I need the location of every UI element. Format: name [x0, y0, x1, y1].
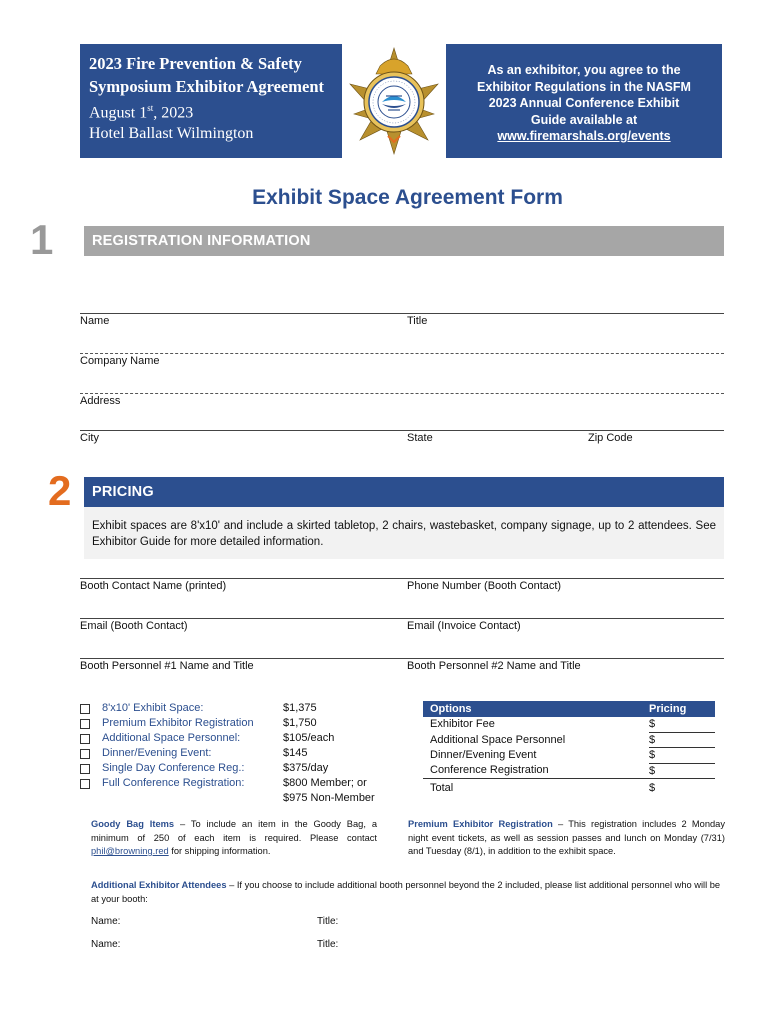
checkbox[interactable]	[80, 734, 90, 744]
goody-heading: Goody Bag Items	[91, 819, 175, 829]
notice-line3: 2023 Annual Conference Exhibit	[488, 96, 680, 110]
option-label: Premium Exhibitor Registration	[102, 717, 254, 729]
checklist-item[interactable]	[80, 761, 254, 776]
options-header: Options	[430, 702, 472, 715]
section-1-header	[84, 226, 724, 256]
date-sup: st	[147, 103, 154, 113]
premium-heading: Premium Exhibitor Registration	[408, 819, 553, 829]
premium-note	[408, 818, 725, 859]
option-label: Single Day Conference Reg.:	[102, 762, 245, 774]
option-price: $1,750	[283, 717, 317, 729]
title-label: Title	[407, 315, 428, 327]
address-line[interactable]	[80, 393, 724, 394]
checkbox[interactable]	[80, 704, 90, 714]
company-line[interactable]	[80, 353, 724, 354]
email-booth-label: Email (Booth Contact)	[80, 620, 188, 632]
table-row	[423, 717, 715, 732]
address-label: Address	[80, 395, 121, 407]
row-label: Exhibitor Fee	[430, 718, 495, 731]
table-row	[423, 748, 715, 764]
goody-text: – To include an item in the Goody Bag, a minimum of 250 of each item is required. Please contact	[91, 819, 377, 843]
attendee-title-label: Title:	[317, 916, 339, 927]
event-date	[89, 98, 324, 123]
city-state-zip-line[interactable]	[80, 430, 724, 431]
email-line[interactable]	[80, 618, 724, 619]
personnel-line[interactable]	[80, 658, 724, 659]
option-label: 8'x10' Exhibit Space:	[102, 702, 204, 714]
section-2-header	[84, 477, 724, 507]
company-label: Company Name	[80, 355, 160, 367]
header-banner	[80, 44, 722, 158]
event-title-line2: Symposium Exhibitor Agreement	[89, 77, 324, 96]
checklist-item[interactable]	[80, 701, 254, 716]
attendees-heading: Additional Exhibitor Attendees	[91, 880, 227, 890]
price-list	[283, 701, 375, 806]
checklist-item[interactable]	[80, 776, 254, 791]
pricing-header: Pricing	[649, 702, 687, 715]
row-value[interactable]: $	[649, 717, 715, 732]
events-link[interactable]: www.firemarshals.org/events	[497, 129, 671, 143]
checkbox[interactable]	[80, 719, 90, 729]
booth-contact-line[interactable]	[80, 578, 724, 579]
checklist-item[interactable]	[80, 746, 254, 761]
event-title-line1: 2023 Fire Prevention & Safety	[89, 54, 302, 73]
name-title-line[interactable]	[80, 313, 724, 314]
row-value[interactable]: $	[649, 748, 715, 764]
goody-text-after: for shipping information.	[168, 846, 271, 856]
zip-label: Zip Code	[588, 432, 633, 444]
attendee-name-label: Name:	[91, 916, 121, 927]
name-label: Name	[80, 315, 110, 327]
pricing-checklist	[80, 701, 254, 791]
nasfm-seal-icon	[342, 44, 446, 158]
checkbox[interactable]	[80, 764, 90, 774]
section-2-number: 2	[48, 467, 72, 514]
state-label: State	[407, 432, 433, 444]
option-price: $375/day	[283, 762, 329, 774]
contact-email-link[interactable]: phil@browning.red	[91, 846, 169, 856]
event-info	[89, 52, 324, 144]
option-price: $145	[283, 747, 308, 759]
row-label: Additional Space Personnel	[430, 733, 566, 746]
pricing-description: Exhibit spaces are 8'x10' and include a skirted tabletop, 2 chairs, wastebasket, company signage, up to 2 attendees. See Exhibitor Guide for more detailed information.	[92, 520, 716, 548]
option-price-extra: $975 Non-Member	[283, 792, 375, 804]
total-label: Total	[423, 779, 649, 798]
city-label: City	[80, 432, 99, 444]
option-price: $1,375	[283, 702, 317, 714]
attendees-text: – If you choose to include additional booth personnel beyond the 2 included, please list additional personnel who will be at your booth:	[91, 880, 721, 904]
date-suffix: , 2023	[153, 104, 194, 122]
option-label: Dinner/Evening Event:	[102, 747, 212, 759]
checkbox[interactable]	[80, 749, 90, 759]
section-2-title: PRICING	[92, 484, 154, 500]
option-label: Additional Space Personnel:	[102, 732, 241, 744]
date-prefix: August 1	[89, 104, 148, 122]
form-title: Exhibit Space Agreement Form	[252, 186, 563, 209]
option-label: Full Conference Registration:	[102, 777, 245, 789]
checkbox[interactable]	[80, 779, 90, 789]
table-row	[423, 763, 715, 779]
notice-line2: Exhibitor Regulations in the NASFM	[477, 79, 691, 94]
table-header	[423, 701, 715, 717]
email-invoice-label: Email (Invoice Contact)	[407, 620, 521, 632]
booth-contact-label: Booth Contact Name (printed)	[80, 580, 227, 592]
row-label: Dinner/Evening Event	[430, 749, 537, 761]
options-table	[423, 701, 715, 798]
personnel1-label: Booth Personnel #1 Name and Title	[80, 660, 254, 672]
option-price: $800 Member; or	[283, 777, 367, 789]
total-row	[423, 779, 715, 798]
notice-line4: Guide available at	[530, 112, 638, 127]
event-venue: Hotel Ballast Wilmington	[89, 125, 254, 143]
exhibitor-notice	[452, 62, 716, 145]
notice-line1: As an exhibitor, you agree to the	[487, 63, 681, 77]
total-value[interactable]: $	[649, 779, 715, 798]
personnel2-label: Booth Personnel #2 Name and Title	[407, 660, 581, 672]
attendee-title-label: Title:	[317, 939, 339, 950]
section-1-title: REGISTRATION INFORMATION	[92, 233, 311, 249]
checklist-item[interactable]	[80, 731, 254, 746]
row-value[interactable]: $	[649, 763, 715, 779]
row-label: Conference Registration	[430, 764, 549, 777]
table-row	[423, 732, 715, 748]
row-value[interactable]: $	[649, 732, 715, 748]
section-1-number: 1	[30, 216, 54, 263]
attendee-name-label: Name:	[91, 939, 121, 950]
premium-text: – This registration includes 2 Monday night event tickets, as well as session passes and lunch on Monday (7/31) and Tuesday (8/1), in addition to the exhibit space.	[408, 819, 725, 856]
additional-attendees-note	[91, 879, 725, 906]
goody-bag-note	[91, 818, 377, 859]
phone-label: Phone Number (Booth Contact)	[407, 580, 562, 592]
nasfm-logo	[342, 44, 446, 158]
checklist-item[interactable]	[80, 716, 254, 731]
option-price: $105/each	[283, 732, 335, 744]
pricing-description-box	[84, 507, 724, 559]
